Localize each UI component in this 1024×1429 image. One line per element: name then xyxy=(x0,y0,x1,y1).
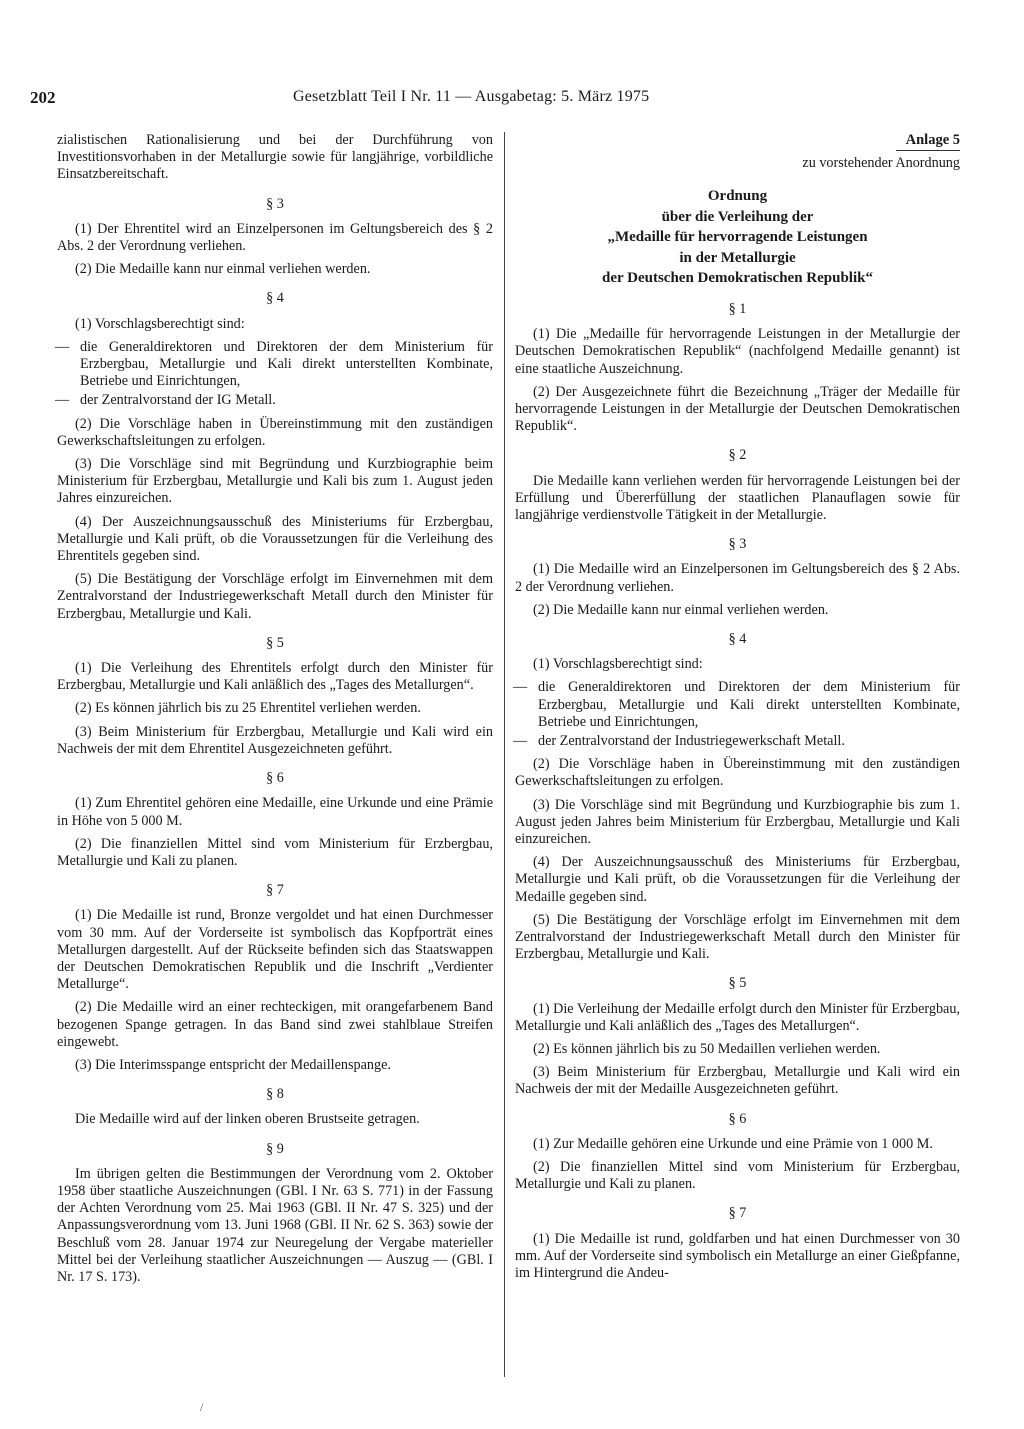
paragraph: (2) Die Medaille kann nur einmal verliehen werden. xyxy=(533,601,829,618)
paragraph: (2) Es können jährlich bis zu 50 Medaillen verliehen werden. xyxy=(533,1041,881,1058)
dash-marker: — xyxy=(513,732,528,749)
section-heading: § 4 xyxy=(728,630,747,647)
list-item xyxy=(57,339,493,391)
section-heading: § 6 xyxy=(728,1110,747,1127)
section-heading: § 9 xyxy=(266,1140,284,1157)
column-divider xyxy=(504,132,505,1377)
list-item-text: der Zentralvorstand der Industriegewerkschaft Metall. xyxy=(538,732,845,749)
paragraph: (2) Die Medaille wird an einer rechteckigen, mit orangefarbenem Band bezogenen Spange getragen. In das Band sind zwei stahlblaue Streifen eingewebt. xyxy=(57,999,493,1050)
paragraph: (2) Die finanziellen Mittel sind vom Ministerium für Erzbergbau, Metallurgie und Kali zu planen. xyxy=(57,835,493,869)
paragraph: (1) Die Medaille ist rund, goldfarben und hat einen Durchmesser von 30 mm. Auf der Vorderseite sind symbolisch ein Metallurge an einer Gießpfanne, im Hintergrund die Andeu- xyxy=(515,1230,960,1282)
dash-marker: — xyxy=(55,392,70,409)
title-line: über die Verleihung der xyxy=(661,208,814,225)
paragraph: (3) Die Interimsspange entspricht der Medaillenspange. xyxy=(75,1056,391,1073)
paragraph: (2) Die finanziellen Mittel sind vom Ministerium für Erzbergbau, Metallurgie und Kali zu planen. xyxy=(515,1159,960,1193)
paragraph: (3) Die Vorschläge sind mit Begründung und Kurzbiographie beim Ministerium für Erzbergbau, Metallurgie und Kali bis zum 1. August jeden Jahres einzureichen. xyxy=(57,456,493,507)
section-heading: § 5 xyxy=(728,975,747,992)
paragraph: (1) Vorschlagsberechtigt sind: xyxy=(75,315,245,332)
annex-subtitle: zu vorstehender Anordnung xyxy=(802,155,960,172)
paragraph: (2) Die Vorschläge haben in Übereinstimmung mit den zuständigen Gewerkschaftsleitungen zu erfolgen. xyxy=(515,756,960,790)
section-heading: § 3 xyxy=(728,536,747,553)
paragraph: (1) Die Verleihung der Medaille erfolgt durch den Minister für Erzbergbau, Metallurgie und Kali anläßlich des „Tages des Metallurgen“. xyxy=(515,1000,960,1034)
section-heading: § 7 xyxy=(266,882,284,899)
right-column xyxy=(515,132,960,1288)
section-heading: § 6 xyxy=(266,770,284,787)
paragraph: (1) Der Ehrentitel wird an Einzelpersonen im Geltungsbereich des § 2 Abs. 2 der Verordnung verliehen. xyxy=(57,220,493,255)
title-line: Ordnung xyxy=(707,188,768,205)
annex-underline xyxy=(896,150,960,151)
left-column xyxy=(57,132,493,1292)
list-item xyxy=(515,679,960,731)
paragraph: (2) Die Vorschläge haben in Übereinstimmung mit den zuständigen Gewerkschaftsleitungen zu erfolgen. xyxy=(57,415,493,449)
paragraph: (2) Die Medaille kann nur einmal verliehen werden. xyxy=(75,261,371,278)
dash-marker: — xyxy=(513,679,528,696)
list-item-text: der Zentralvorstand der IG Metall. xyxy=(80,392,276,409)
page-number: 202 xyxy=(30,88,56,107)
list-item xyxy=(57,392,493,409)
section-heading: § 8 xyxy=(266,1086,284,1103)
paragraph: (1) Zur Medaille gehören eine Urkunde und eine Prämie von 1 000 M. xyxy=(533,1135,933,1152)
paragraph: (2) Es können jährlich bis zu 25 Ehrentitel verliehen werden. xyxy=(75,700,421,717)
title-line: in der Metallurgie xyxy=(679,249,796,266)
list-item-text: die Generaldirektoren und Direktoren der dem Ministerium für Erzbergbau, Metallurgie und Kali direkt unterstellten Kombinate, Betriebe und Einrichtungen, xyxy=(80,338,493,390)
paragraph-intro: zialistischen Rationalisierung und bei der Durchführung von Investitionsvorhaben in der Metallurgie sowie für langjährige, vorbildliche Einsatzbereitschaft. xyxy=(57,132,493,183)
section-heading: § 2 xyxy=(728,447,747,464)
section-heading: § 5 xyxy=(266,634,284,651)
annex-title: Anlage 5 xyxy=(905,132,960,148)
section-heading: § 4 xyxy=(266,290,284,307)
list-item xyxy=(515,733,960,750)
section-heading: § 1 xyxy=(728,300,747,317)
page-header xyxy=(30,88,965,110)
dash-marker: — xyxy=(55,338,70,355)
running-title: Gesetzblatt Teil I Nr. 11 — Ausgabetag: 5. März 1975 xyxy=(293,88,650,105)
paragraph: (5) Die Bestätigung der Vorschläge erfolgt im Einvernehmen mit dem Zentralvorstand der Industriegewerkschaft Metall durch den Minister für Erzbergbau, Metallurgie und Kali. xyxy=(57,571,493,622)
paragraph: (1) Die „Medaille für hervorragende Leistungen in der Metallurgie der Deutschen Demokratischen Republik“ (nachfolgend Medaille genannt) ist eine staatliche Auszeichnung. xyxy=(515,326,960,377)
paragraph: (3) Beim Ministerium für Erzbergbau, Metallurgie und Kali wird ein Nachweis der mit dem Ehrentitel Ausgezeichneten geführt. xyxy=(57,723,493,757)
paragraph: (1) Zum Ehrentitel gehören eine Medaille, eine Urkunde und eine Prämie in Höhe von 5 000 M. xyxy=(57,795,493,829)
paragraph: Die Medaille wird auf der linken oberen Brustseite getragen. xyxy=(75,1111,420,1128)
paragraph: (3) Die Vorschläge sind mit Begründung und Kurzbiographie bis zum 1. August jeden Jahres beim Ministerium für Erzbergbau, Metallurgie und Kali einzureichen. xyxy=(515,796,960,847)
paragraph: Im übrigen gelten die Bestimmungen der Verordnung vom 2. Oktober 1958 über staatliche Auszeichnungen (GBl. I Nr. 63 S. 771) in der Fassung der Achten Verordnung vom 25. Mai 1963 (GBl. II Nr. 47 S. 325) und der Anpassungsverordnung vom 13. Juni 1968 (GBl. II Nr. 62 S. 363) sowie der Beschluß vom 28. Januar 1974 zur Neuregelung der Vergabe materieller Mittel bei der Verleihung staatlicher Auszeichnungen — Auszug — (GBl. I Nr. 17 S. 173). xyxy=(57,1165,493,1285)
paragraph: (1) Die Medaille wird an Einzelpersonen im Geltungsbereich des § 2 Abs. 2 der Verordnung verliehen. xyxy=(515,561,960,595)
paragraph: (1) Vorschlagsberechtigt sind: xyxy=(533,656,703,673)
section-heading: § 3 xyxy=(266,195,284,212)
paragraph: (2) Der Ausgezeichnete führt die Bezeichnung „Träger der Medaille für hervorragende Leistungen in der Metallurgie der Deutschen Demokratischen Republik“. xyxy=(515,383,960,435)
paragraph: Die Medaille kann verliehen werden für hervorragende Leistungen bei der Erfüllung und Übererfüllung der staatlichen Planauflagen sowie für langjährige verdienstvolle Tätigkeit in der Metallurgie. xyxy=(515,472,960,523)
ordinance-title xyxy=(515,186,960,289)
section-heading: § 7 xyxy=(728,1205,747,1222)
paragraph: (5) Die Bestätigung der Vorschläge erfolgt im Einvernehmen mit dem Zentralvorstand der Industriegewerkschaft Metall durch den Minister für Erzbergbau, Metallurgie und Kali. xyxy=(515,911,960,963)
paragraph: (1) Die Verleihung des Ehrentitels erfolgt durch den Minister für Erzbergbau, Metallurgie und Kali anläßlich des „Tages des Metallurgen“. xyxy=(57,660,493,694)
title-line: der Deutschen Demokratischen Republik“ xyxy=(602,270,873,287)
stray-mark: / xyxy=(200,1400,204,1414)
paragraph: (4) Der Auszeichnungsausschuß des Ministeriums für Erzbergbau, Metallurgie und Kali prüft, ob die Voraussetzungen für die Verleihung der Medaille gegeben sind. xyxy=(515,854,960,905)
paragraph: (4) Der Auszeichnungsausschuß des Ministeriums für Erzbergbau, Metallurgie und Kali prüft, ob die Voraussetzungen für die Verleihung des Ehrentitels gegeben sind. xyxy=(57,513,493,565)
list-item-text: die Generaldirektoren und Direktoren der dem Ministerium für Erzbergbau, Metallurgie und Kali direkt unterstellten Kombinate, Betriebe und Einrichtungen, xyxy=(538,679,960,730)
paragraph: (1) Die Medaille ist rund, Bronze vergoldet und hat einen Durchmesser vom 30 mm. Auf der Vorderseite ist symbolisch das Kopfporträt eines Metallurgen dargestellt. Auf der Rückseite befinden sich das Staatswappen der Deutschen Demokratischen Republik und die Inschrift „Verdienter Metallurge“. xyxy=(57,907,493,993)
title-line: „Medaille für hervorragende Leistungen xyxy=(607,229,868,246)
paragraph: (3) Beim Ministerium für Erzbergbau, Metallurgie und Kali wird ein Nachweis der mit der Medaille Ausgezeichneten geführt. xyxy=(515,1064,960,1098)
